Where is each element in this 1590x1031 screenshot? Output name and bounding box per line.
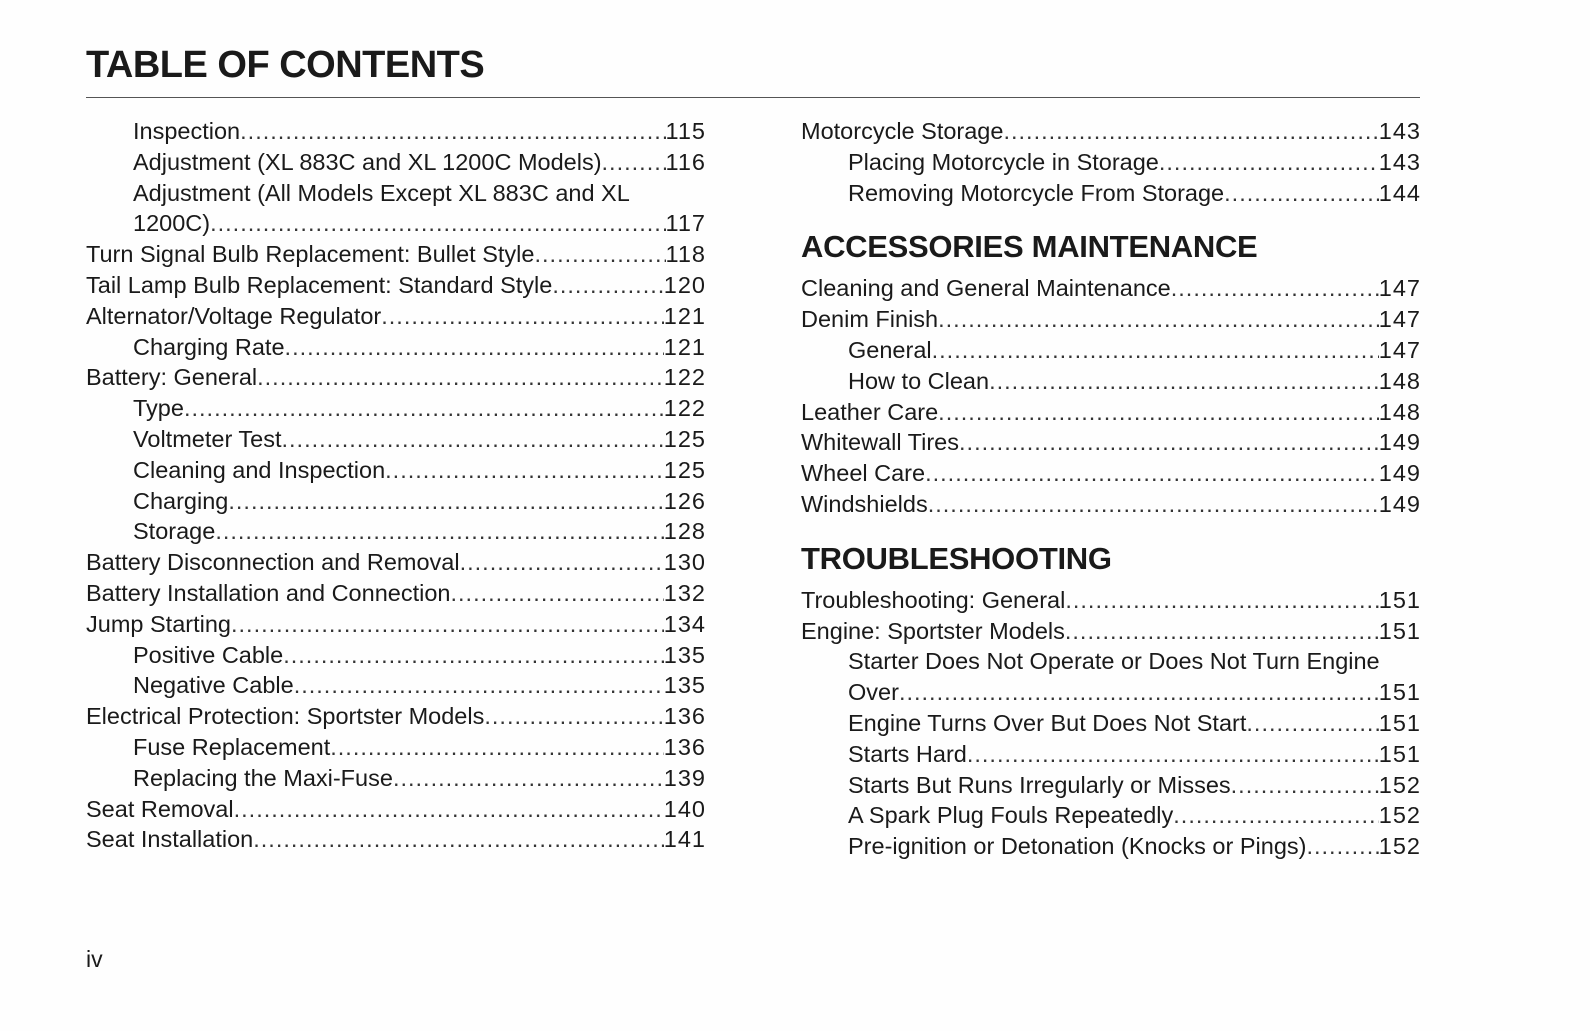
toc-page-number: 149: [1378, 429, 1421, 456]
toc-entry-label: Leather Care: [801, 398, 939, 425]
toc-page-number: 144: [1378, 179, 1421, 206]
toc-entry[interactable]: [801, 708, 1421, 739]
toc-entry-label: Placing Motorcycle in Storage: [848, 148, 1159, 175]
toc-entry[interactable]: [801, 489, 1421, 520]
dot-leader: [552, 270, 663, 301]
dot-leader: [938, 397, 1379, 428]
toc-page-number: 149: [1378, 460, 1421, 487]
toc-entry[interactable]: [86, 547, 706, 578]
dot-leader: [932, 335, 1379, 366]
toc-entry[interactable]: [86, 670, 706, 701]
toc-entry[interactable]: [801, 831, 1421, 862]
toc-page-number: 152: [1378, 833, 1421, 860]
toc-entry[interactable]: [86, 455, 706, 486]
dot-leader: [393, 763, 664, 794]
dot-leader: [1306, 831, 1378, 862]
toc-entry-label: Battery Installation and Connection: [86, 579, 451, 606]
toc-entry-label: Motorcycle Storage: [801, 118, 1004, 144]
toc-page-number: 148: [1378, 367, 1421, 394]
toc-entry[interactable]: [86, 239, 706, 270]
storage-list: [801, 116, 1421, 208]
toc-page-number: 149: [1378, 490, 1421, 517]
dot-leader: [330, 732, 664, 763]
toc-entry[interactable]: [86, 332, 706, 363]
toc-entry[interactable]: [86, 362, 706, 393]
toc-entry[interactable]: [801, 116, 1421, 147]
toc-entry-first-line: Starter Does Not Operate or Does Not Turn Engine: [848, 648, 1380, 675]
toc-entry-label: Battery: General: [86, 364, 258, 391]
toc-entry-label: General: [848, 336, 932, 363]
toc-entry-label: Charging Rate: [133, 333, 285, 360]
toc-page-number: 151: [1378, 617, 1421, 644]
toc-entry[interactable]: [86, 609, 706, 640]
dot-leader: [1065, 616, 1379, 647]
dot-leader: [1065, 585, 1378, 616]
toc-page-number: 125: [663, 425, 706, 452]
toc-entry[interactable]: [801, 304, 1421, 335]
toc-page-number: 122: [663, 395, 706, 422]
toc-entry-label: Replacing the Maxi-Fuse: [133, 764, 393, 791]
toc-entry[interactable]: [801, 800, 1421, 831]
page-title: TABLE OF CONTENTS: [86, 44, 485, 86]
toc-entry[interactable]: [86, 824, 706, 855]
toc-page-number: 151: [1378, 586, 1421, 613]
toc-entry[interactable]: [801, 178, 1421, 209]
toc-page-number: 121: [663, 333, 706, 360]
toc-entry-label: Fuse Replacement: [133, 733, 331, 760]
toc-page-number: 143: [1378, 118, 1421, 144]
section-heading-troubleshooting: TROUBLESHOOTING: [801, 540, 1112, 576]
toc-page-number: 139: [663, 764, 706, 791]
dot-leader: [257, 362, 664, 393]
toc-entry[interactable]: [86, 701, 706, 732]
toc-page-number: 136: [663, 733, 706, 760]
toc-entry-label: Cleaning and General Maintenance: [801, 275, 1171, 302]
dot-leader: [385, 455, 664, 486]
dot-leader: [602, 147, 666, 178]
toc-page-number: 152: [1378, 802, 1421, 829]
toc-page-number: 151: [1378, 709, 1421, 736]
toc-page-number: 117: [665, 210, 706, 237]
dot-leader: [253, 824, 664, 855]
dot-leader: [184, 393, 664, 424]
toc-page-number: 121: [663, 302, 706, 329]
toc-page-number: 147: [1378, 275, 1421, 302]
toc-entry[interactable]: [801, 677, 1421, 708]
toc-entry[interactable]: [86, 794, 706, 825]
toc-page-number: 147: [1378, 336, 1421, 363]
toc-page-number: 141: [663, 826, 706, 853]
toc-entry[interactable]: [801, 739, 1421, 770]
toc-entry-label-continued: 1200C): [133, 210, 211, 237]
dot-leader: [228, 486, 663, 517]
dot-leader: [1224, 178, 1379, 209]
dot-leader: [989, 366, 1379, 397]
toc-entry-label: Seat Removal: [86, 795, 234, 822]
toc-entry[interactable]: [86, 486, 706, 517]
toc-page-number: 147: [1378, 306, 1421, 333]
toc-entry-label: Pre-ignition or Detonation (Knocks or Pings): [848, 833, 1307, 860]
toc-page-number: 126: [663, 487, 706, 514]
toc-page-number: 151: [1378, 740, 1421, 767]
toc-entry-label: Alternator/Voltage Regulator: [86, 302, 382, 329]
dot-leader: [1171, 273, 1379, 304]
toc-entry-label: Voltmeter Test: [133, 425, 282, 452]
toc-entry-label: Seat Installation: [86, 826, 254, 853]
toc-entry[interactable]: [86, 301, 706, 332]
toc-page-number: 134: [663, 610, 706, 637]
dot-leader: [534, 239, 665, 270]
toc-entry[interactable]: [86, 270, 706, 301]
toc-entry[interactable]: [86, 640, 706, 671]
toc-entry-label: Removing Motorcycle From Storage: [848, 179, 1225, 206]
toc-entry[interactable]: [801, 335, 1421, 366]
dot-leader: [285, 332, 664, 363]
dot-leader: [1246, 708, 1378, 739]
toc-page-number: 152: [1378, 771, 1421, 798]
toc-entry[interactable]: [86, 763, 706, 794]
title-divider: [86, 97, 1420, 98]
toc-entry-label: Wheel Care: [801, 460, 926, 487]
toc-page-number: 125: [663, 456, 706, 483]
toc-entry-label: Turn Signal Bulb Replacement: Bullet Style: [86, 241, 535, 268]
toc-entry-label: Cleaning and Inspection: [133, 456, 386, 483]
toc-entry[interactable]: [86, 424, 706, 455]
toc-entry-label: Engine: Sportster Models: [801, 617, 1065, 644]
right-column: [801, 116, 1421, 862]
toc-entry-label: A Spark Plug Fouls Repeatedly: [848, 802, 1174, 829]
toc-entry[interactable]: [86, 516, 706, 547]
toc-entry-label: Troubleshooting: General: [801, 586, 1066, 613]
toc-page-number: 128: [663, 518, 706, 545]
toc-entry-label: Type: [133, 395, 184, 422]
toc-entry-label: How to Clean: [848, 367, 990, 394]
toc-entry-first-line: Adjustment (All Models Except XL 883C and XL: [133, 179, 630, 206]
dot-leader: [450, 578, 663, 609]
toc-entry[interactable]: [86, 578, 706, 609]
section-heading-accessories-maintenance: ACCESSORIES MAINTENANCE: [801, 229, 1258, 265]
dot-leader: [283, 640, 664, 671]
dot-leader: [938, 304, 1379, 335]
dot-leader: [215, 516, 663, 547]
toc-page-number: 143: [1378, 148, 1421, 175]
dot-leader: [928, 489, 1379, 520]
toc-entry[interactable]: [86, 147, 706, 178]
dot-leader: [231, 609, 664, 640]
toc-entry-label: Starts But Runs Irregularly or Misses: [848, 771, 1231, 798]
troubleshooting-list: [801, 585, 1421, 862]
toc-entry-label-continued: Over: [848, 679, 899, 706]
toc-entry-label: Jump Starting: [86, 610, 231, 637]
toc-entry[interactable]: [801, 366, 1421, 397]
toc-page-number: 118: [665, 241, 706, 268]
toc-entry-label: Engine Turns Over But Does Not Start: [848, 709, 1247, 736]
toc-entry[interactable]: [801, 147, 1421, 178]
toc-entry[interactable]: [86, 208, 706, 239]
dot-leader: [281, 424, 663, 455]
dot-leader: [294, 670, 664, 701]
dot-leader: [1231, 770, 1379, 801]
toc-entry[interactable]: [801, 397, 1421, 428]
toc-entry-label: Tail Lamp Bulb Replacement: Standard Style: [86, 271, 553, 298]
toc-page-number: 148: [1378, 398, 1421, 425]
toc-page-number: 135: [663, 641, 706, 668]
page-number: iv: [86, 946, 103, 972]
toc-page-number: 115: [665, 118, 706, 144]
toc-entry[interactable]: [801, 273, 1421, 304]
toc-page-number: 136: [663, 703, 706, 730]
dot-leader: [240, 116, 665, 147]
toc-page-number: 151: [1378, 679, 1421, 706]
toc-entry-label: Negative Cable: [133, 672, 294, 699]
toc-entry-label: Positive Cable: [133, 641, 284, 668]
dot-leader: [899, 677, 1379, 708]
toc-entry[interactable]: [86, 116, 706, 147]
dot-leader: [959, 427, 1379, 458]
toc-entry-label: Starts Hard: [848, 740, 967, 767]
toc-page-number: 140: [663, 795, 706, 822]
dot-leader: [234, 794, 664, 825]
toc-page-number: 130: [663, 549, 706, 576]
toc-page-number: 116: [665, 148, 706, 175]
toc-entry-label: Battery Disconnection and Removal: [86, 549, 460, 576]
toc-page-number: 122: [663, 364, 706, 391]
dot-leader: [381, 301, 664, 332]
accessories-list: [801, 273, 1421, 519]
toc-page-number: 120: [663, 271, 706, 298]
dot-leader: [925, 458, 1379, 489]
toc-entry[interactable]: [801, 770, 1421, 801]
dot-leader: [1159, 147, 1379, 178]
left-column: [86, 116, 706, 855]
toc-entry[interactable]: [801, 458, 1421, 489]
toc-entry-label: Adjustment (XL 883C and XL 1200C Models): [133, 148, 602, 175]
toc-entry-label: Denim Finish: [801, 306, 939, 333]
toc-entry-label: Electrical Protection: Sportster Models: [86, 703, 485, 730]
toc-entry[interactable]: [801, 616, 1421, 647]
toc-entry-label: Storage: [133, 518, 216, 545]
toc-entry[interactable]: [86, 393, 706, 424]
toc-entry-label: Inspection: [133, 118, 241, 144]
toc-entry-label: Charging: [133, 487, 229, 514]
toc-entry[interactable]: [801, 585, 1421, 616]
toc-entry[interactable]: [801, 427, 1421, 458]
dot-leader: [967, 739, 1379, 770]
dot-leader: [210, 208, 665, 239]
dot-leader: [1173, 800, 1379, 831]
dot-leader: [484, 701, 663, 732]
toc-page-number: 132: [663, 579, 706, 606]
dot-leader: [460, 547, 664, 578]
toc-page-number: 135: [663, 672, 706, 699]
toc-entry[interactable]: [86, 732, 706, 763]
dot-leader: [1003, 116, 1378, 147]
toc-entry-label: Whitewall Tires: [801, 429, 960, 456]
toc-entry-label: Windshields: [801, 490, 928, 517]
